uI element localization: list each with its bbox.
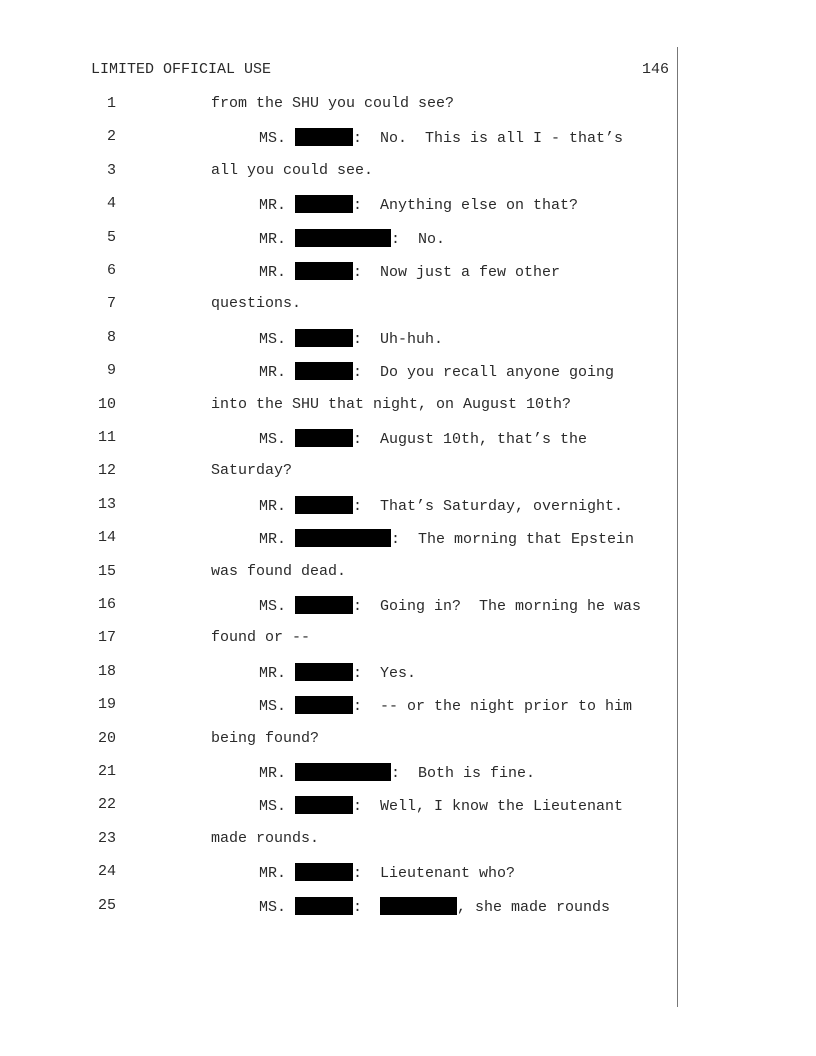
redaction-block (295, 596, 353, 614)
redaction-block (295, 863, 353, 881)
transcript-line (0, 629, 676, 651)
speaker-title: MR. (259, 364, 296, 382)
transcript-line (0, 563, 676, 585)
spoken-text: : Do you recall anyone going (353, 364, 615, 382)
transcript-line (0, 262, 676, 284)
transcript-line (0, 897, 676, 919)
line-text (211, 295, 301, 312)
line-text (211, 462, 292, 479)
line-number: 14 (97, 529, 116, 547)
spoken-text: : Both is fine. (391, 765, 536, 782)
line-text (259, 696, 632, 715)
speaker-title: MS. (259, 898, 296, 916)
page-number: 146 (641, 61, 669, 78)
transcript-line (0, 295, 676, 317)
spoken-text: : No. (391, 230, 446, 248)
line-number: 20 (97, 729, 116, 747)
transcript-line (0, 362, 676, 384)
spoken-text: : August 10th, that’s the (353, 431, 588, 448)
line-content: found or -- (211, 629, 311, 647)
redaction-block (295, 496, 353, 514)
transcript-line (0, 162, 676, 184)
line-number: 25 (97, 896, 116, 914)
spoken-text: : No. This is all I - that’s (353, 130, 624, 148)
transcript-line (0, 796, 676, 818)
transcript-line (0, 529, 676, 551)
right-margin-rule (677, 47, 678, 1007)
spoken-text: : Going in? The morning he was (353, 598, 642, 615)
line-text (259, 529, 634, 548)
spoken-text: : Now just a few other (353, 264, 561, 281)
spoken-text: : (353, 898, 381, 916)
line-text (211, 629, 310, 646)
line-text (211, 95, 454, 112)
line-text (259, 128, 623, 147)
speaker-title: MS. (259, 431, 296, 448)
line-content: all you could see. (211, 161, 374, 179)
redaction-block (295, 763, 391, 781)
line-text (259, 796, 623, 815)
transcript-line (0, 95, 676, 117)
line-text (211, 830, 319, 847)
speaker-title: MS. (259, 698, 296, 716)
line-content: questions. (211, 295, 302, 313)
speaker-title: MS. (259, 798, 296, 816)
line-content: being found? (211, 729, 320, 747)
speaker-title: MR. (259, 531, 296, 549)
line-content: was found dead. (211, 562, 347, 580)
line-text (211, 563, 346, 580)
line-text (259, 262, 560, 281)
line-number: 23 (97, 829, 116, 847)
line-number: 3 (106, 161, 116, 179)
transcript-line (0, 462, 676, 484)
line-text (259, 195, 578, 214)
line-text (259, 329, 443, 348)
line-text (259, 362, 614, 381)
spoken-text: : Lieutenant who? (353, 865, 516, 883)
line-content: made rounds. (211, 829, 320, 847)
transcript-line (0, 696, 676, 718)
redaction-block (295, 195, 353, 213)
redaction-block (295, 897, 353, 915)
transcript-line (0, 830, 676, 852)
line-text (259, 863, 515, 882)
speaker-title: MR. (259, 664, 296, 682)
speaker-title: MS. (259, 598, 296, 615)
transcript-line (0, 863, 676, 885)
line-text (259, 229, 445, 248)
line-number: 8 (106, 328, 116, 346)
transcript-line (0, 396, 676, 418)
transcript-line (0, 195, 676, 217)
classification-header: LIMITED OFFICIAL USE (91, 61, 272, 78)
transcript-line (0, 496, 676, 518)
spoken-text: : Uh-huh. (353, 330, 444, 348)
line-text (259, 897, 610, 916)
transcript-line (0, 329, 676, 351)
redaction-block (295, 796, 353, 814)
speaker-title: MR. (259, 497, 296, 515)
transcript-line (0, 730, 676, 752)
line-content: Saturday? (211, 462, 293, 480)
transcript-line (0, 128, 676, 150)
speaker-title: MS. (259, 330, 296, 348)
spoken-text: : Well, I know the Lieutenant (353, 798, 624, 816)
spoken-text: : Yes. (353, 664, 417, 682)
spoken-text: : Anything else on that? (353, 197, 579, 215)
redaction-block (295, 529, 391, 547)
line-number: 18 (97, 662, 116, 680)
speaker-title: MS. (259, 130, 296, 148)
line-number: 2 (106, 128, 116, 146)
line-number: 21 (97, 763, 116, 780)
line-number: 19 (97, 696, 116, 714)
speaker-title: MR. (259, 197, 296, 215)
line-text (211, 162, 373, 179)
redaction-block (295, 329, 353, 347)
line-number: 6 (106, 262, 116, 279)
line-text (211, 396, 571, 413)
redaction-block (380, 897, 457, 915)
transcript-line (0, 663, 676, 685)
spoken-text: : The morning that Epstein (391, 531, 635, 549)
line-text (259, 596, 641, 615)
transcript-line (0, 596, 676, 618)
line-number: 15 (97, 562, 116, 580)
spoken-text: : That’s Saturday, overnight. (353, 497, 624, 515)
transcript-line (0, 429, 676, 451)
line-number: 12 (97, 462, 116, 480)
line-number: 17 (97, 629, 116, 647)
line-content: into the SHU that night, on August 10th? (211, 395, 572, 413)
line-number: 5 (106, 228, 116, 246)
redaction-block (295, 663, 353, 681)
line-number: 1 (106, 95, 116, 112)
redaction-block (295, 362, 353, 380)
line-text (211, 730, 319, 747)
line-number: 13 (97, 495, 116, 513)
spoken-text: : -- or the night prior to him (353, 698, 633, 716)
line-number: 11 (97, 429, 116, 446)
line-text (259, 429, 587, 448)
line-text (259, 663, 416, 682)
line-number: 7 (106, 295, 116, 313)
line-number: 10 (97, 395, 116, 413)
line-text (259, 763, 535, 782)
line-content: from the SHU you could see? (211, 95, 455, 112)
redaction-block (295, 696, 353, 714)
line-text (259, 496, 623, 515)
line-number: 9 (106, 362, 116, 380)
redaction-block (295, 429, 353, 447)
speaker-title: MR. (259, 264, 296, 281)
spoken-text: , she made rounds (457, 898, 611, 916)
speaker-title: MR. (259, 865, 296, 883)
transcript-line (0, 229, 676, 251)
redaction-block (295, 229, 391, 247)
redaction-block (295, 128, 353, 146)
speaker-title: MR. (259, 230, 296, 248)
line-number: 22 (97, 796, 116, 814)
redaction-block (295, 262, 353, 280)
line-number: 24 (97, 863, 116, 881)
transcript-line (0, 763, 676, 785)
line-number: 16 (97, 596, 116, 613)
line-number: 4 (106, 195, 116, 213)
speaker-title: MR. (259, 765, 296, 782)
